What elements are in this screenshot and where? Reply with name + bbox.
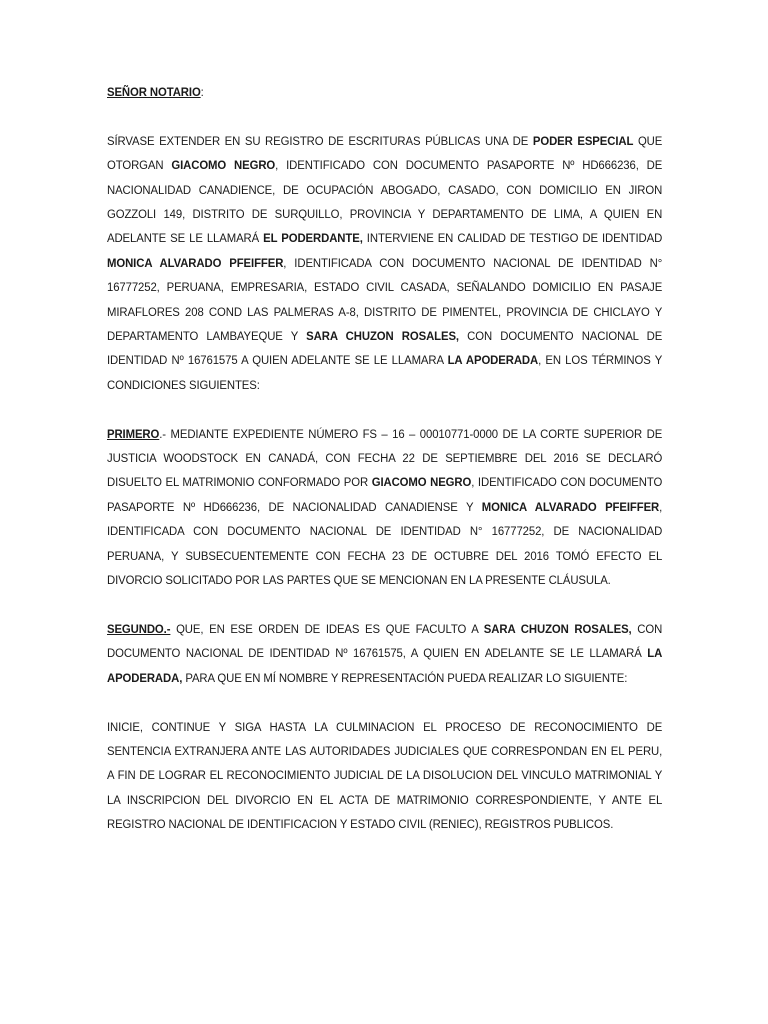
intro-text-2: QUE OTORGAN [107,133,663,173]
segundo-bold-apoderada: LA APODERADA, [107,646,663,685]
intro-bold-apoderada: LA APODERADA [447,353,539,368]
intro-text-3: , IDENTIFICADO CON DOCUMENTO PASAPORTE Nº HD666236, DE NACIONALIDAD CANADIENCE, DE OCUPACIÓN ABOGADO, CASADO, CON DOMICILIO EN JIRON GOZZOLI 149, DISTRITO DE SURQUILLO, PROVINCIA Y DEPARTAMENTO DE LIMA, A QUIEN EN ADELANTE SE LE LLAMARÁ [107,158,663,246]
clause-segundo-label: SEGUNDO.- [107,621,171,636]
clause-primero-label: PRIMERO [107,426,160,441]
intro-paragraph [107,129,662,397]
intro-bold-sara: SARA CHUZON ROSALES, [306,329,459,344]
primero-text-3: , IDENTIFICADA CON DOCUMENTO NACIONAL DE IDENTIDAD N° 16777252, DE NACIONALIDAD PERUANA, Y SUBSECUENTEMENTE CON FECHA 23 DE OCTUBRE DEL 2016 TOMÓ EFECTO EL DIVORCIO SOLICITADO POR LAS PARTES QUE SE MENCIONAN EN LA PRESENTE CLÁUSULA. [107,499,663,588]
intro-bold-poder-especial: PODER ESPECIAL [532,133,634,148]
segundo-text-1: QUE, EN ESE ORDEN DE IDEAS ES QUE FACULTO A [170,621,484,636]
powers-paragraph [107,715,662,837]
intro-bold-monica: MONICA ALVARADO PFEIFFER [107,255,284,270]
intro-text-1: SÍRVASE EXTENDER EN SU REGISTRO DE ESCRITURAS PÚBLICAS UNA DE [107,133,533,148]
clause-segundo [107,617,662,690]
intro-text-6: CON DOCUMENTO NACIONAL DE IDENTIDAD Nº 16761575 A QUIEN ADELANTE SE LE LLAMARA [107,329,663,368]
intro-bold-giacomo: GIACOMO NEGRO [171,158,276,173]
powers-text: INICIE, CONTINUE Y SIGA HASTA LA CULMINACION EL PROCESO DE RECONOCIMIENTO DE SENTENCIA EXTRANJERA ANTE LAS AUTORIDADES JUDICIALES QUE CORRESPONDAN EN EL PERU, A FIN DE LOGRAR EL RECONOCIMIENTO JUDICIAL DE LA DISOLUCION DEL VINCULO MATRIMONIAL Y LA INSCRIPCION DEL DIVORCIO EN EL ACTA DE MATRIMONIO CORRESPONDIENTE, Y ANTE EL REGISTRO NACIONAL DE IDENTIFICACION Y ESTADO CIVIL (RENIEC), REGISTROS PUBLICOS. [107,719,663,832]
primero-text-2: , IDENTIFICADO CON DOCUMENTO PASAPORTE Nº HD666236, DE NACIONALIDAD CANADIENSE Y [107,475,663,514]
segundo-text-2: CON DOCUMENTO NACIONAL DE IDENTIDAD Nº 16761575, A QUIEN EN ADELANTE SE LE LLAMARÁ [107,621,663,661]
document-page [107,80,662,861]
intro-text-4: INTERVIENE EN CALIDAD DE TESTIGO DE IDENTIDAD [362,231,663,246]
primero-bold-monica: MONICA ALVARADO PFEIFFER [481,499,660,514]
salutation-heading: SEÑOR NOTARIO [107,85,201,99]
intro-bold-poderdante: EL PODERDANTE, [263,231,363,246]
segundo-bold-sara: SARA CHUZON ROSALES, [483,621,632,636]
segundo-text-3: PARA QUE EN MÍ NOMBRE Y REPRESENTACIÓN PUEDA REALIZAR LO SIGUIENTE: [182,670,628,685]
clause-primero [107,422,662,593]
salutation [107,80,662,104]
primero-text-1: .- MEDIANTE EXPEDIENTE NÚMERO FS – 16 – 00010771-0000 DE LA CORTE SUPERIOR DE JUSTICIA WOODSTOCK EN CANADÁ, CON FECHA 22 DE SEPTIEMBRE DEL 2016 SE DECLARÓ DISUELTO EL MATRIMONIO CONFORMADO POR [107,426,663,490]
intro-text-7: , EN LOS TÉRMINOS Y CONDICIONES SIGUIENTES: [107,353,663,392]
intro-text-5: , IDENTIFICADA CON DOCUMENTO NACIONAL DE IDENTIDAD N° 16777252, PERUANA, EMPRESARIA, ESTADO CIVIL CASADA, SEÑALANDO DOMICILIO EN PASAJE MIRAFLORES 208 COND LAS PALMERAS A-8, DISTRITO DE PIMENTEL, PROVINCIA DE CHICLAYO Y DEPARTAMENTO LAMBAYEQUE Y [107,255,663,344]
primero-bold-giacomo: GIACOMO NEGRO [371,475,472,490]
salutation-colon: : [200,85,204,99]
